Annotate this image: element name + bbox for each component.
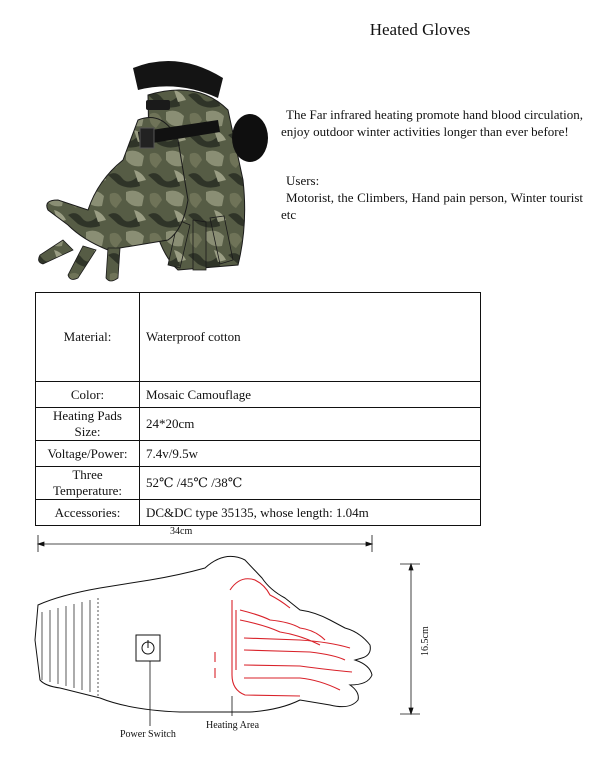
glove-photo: [28, 50, 288, 290]
spec-label: Voltage/Power:: [36, 441, 140, 467]
height-dimension: [400, 564, 420, 714]
table-row: [36, 441, 481, 467]
glove-outline: [35, 556, 372, 712]
table-row: [36, 382, 481, 408]
users-heading: Users:: [286, 173, 320, 188]
description-paragraph: The Far infrared heating promote hand blood circulation, enjoy outdoor winter activities longer than ever before!: [281, 107, 583, 139]
users-text: Motorist, the Climbers, Hand pain person, Winter tourist etc: [281, 190, 583, 222]
spec-value: 52℃ /45℃ /38℃: [140, 467, 481, 500]
heating-area-label: Heating Area: [206, 720, 260, 731]
cuff-ribbing: [42, 598, 98, 696]
width-label: 34cm: [170, 526, 193, 537]
spec-value: Waterproof cotton: [140, 293, 481, 382]
width-dimension: [38, 535, 372, 552]
spec-label: Heating Pads Size:: [36, 408, 140, 441]
spec-label: Material:: [36, 293, 140, 382]
power-switch-icon: [136, 635, 160, 661]
table-row: [36, 467, 481, 500]
spec-value: DC&DC type 35135, whose length: 1.04m: [140, 500, 481, 526]
power-switch-label: Power Switch: [120, 729, 176, 740]
spec-label: Accessories:: [36, 500, 140, 526]
spec-value: 7.4v/9.5w: [140, 441, 481, 467]
spec-label: Three Temperature:: [36, 467, 140, 500]
spec-label: Color:: [36, 382, 140, 408]
spec-value: 24*20cm: [140, 408, 481, 441]
heating-area: [230, 579, 352, 696]
spec-table: [35, 292, 481, 526]
spec-value: Mosaic Camouflage: [140, 382, 481, 408]
glove-diagram: [0, 520, 602, 779]
page-title: Heated Gloves: [369, 20, 471, 39]
height-label: 16.5cm: [420, 626, 431, 656]
table-row: [36, 408, 481, 441]
table-row: [36, 293, 481, 382]
